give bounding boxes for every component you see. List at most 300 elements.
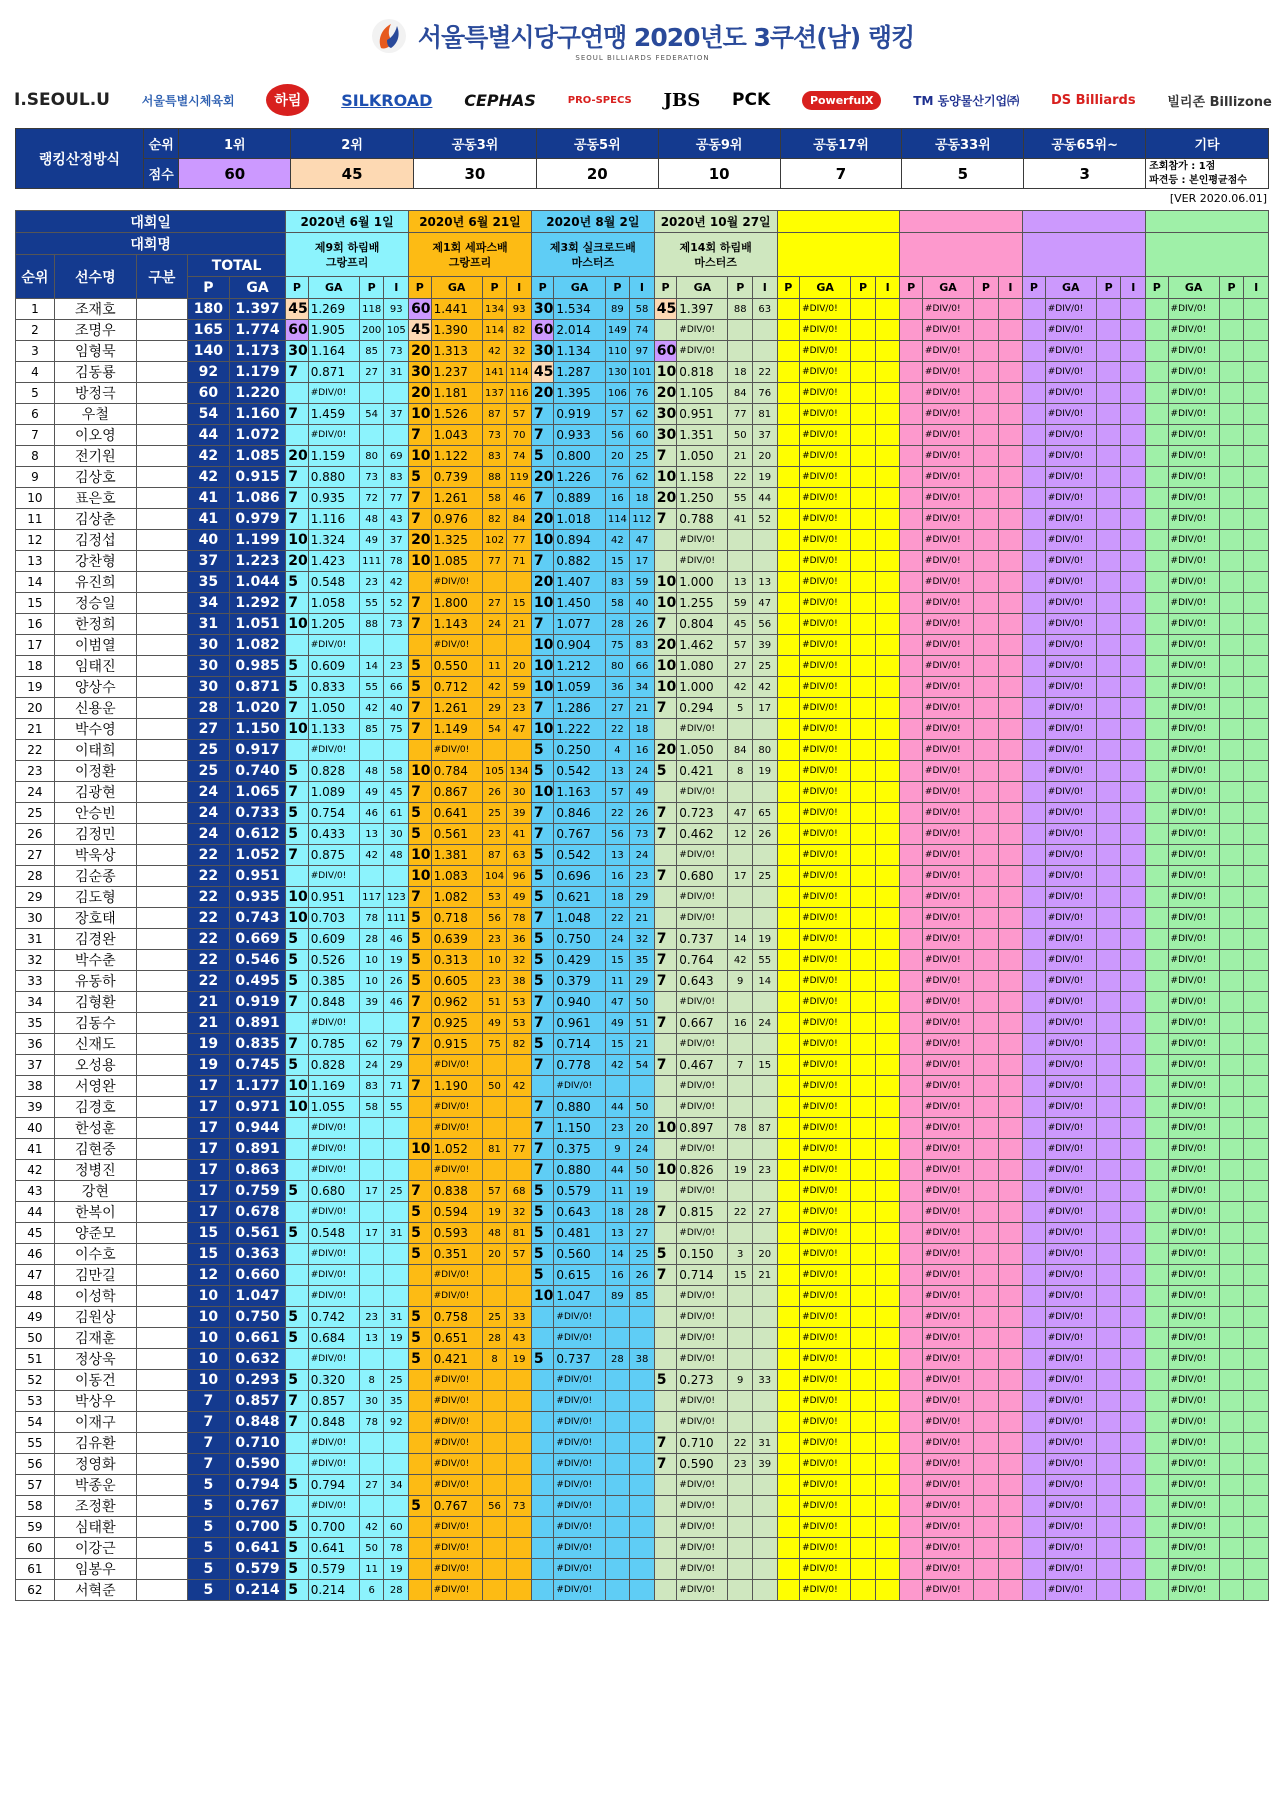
event-inn-cell: [753, 1559, 778, 1580]
event-pts-cell: 23: [482, 971, 507, 992]
event-pts-cell: 105: [482, 761, 507, 782]
event-pts-cell: 28: [605, 614, 630, 635]
division-cell: [136, 866, 187, 887]
event-inn-cell: 39: [507, 803, 532, 824]
event-pts-cell: 49: [359, 782, 384, 803]
event-inn-cell: [998, 1286, 1023, 1307]
event-pts-cell: [851, 1244, 876, 1265]
event-ga-cell: 1.059: [554, 677, 605, 698]
event-inn-cell: [875, 404, 900, 425]
header-i-7: I: [1121, 277, 1146, 299]
event-pts-cell: [728, 992, 753, 1013]
event-p-cell: [1146, 1475, 1169, 1496]
event-inn-cell: [1244, 1454, 1269, 1475]
event-p-cell: [531, 1328, 554, 1349]
event-ga-cell: #DIV/0!: [922, 1055, 973, 1076]
event-ga-cell: #DIV/0!: [554, 1496, 605, 1517]
event-p-cell: [1146, 740, 1169, 761]
event-pts-cell: 73: [359, 467, 384, 488]
ranking-table-header: [16, 211, 1269, 299]
event-inn-cell: [998, 1223, 1023, 1244]
player-name-cell: 이강근: [54, 1538, 136, 1559]
player-name-cell: 박욱상: [54, 845, 136, 866]
event-pts-cell: 8: [482, 1349, 507, 1370]
event-inn-cell: [1244, 1223, 1269, 1244]
event-pts-cell: [1219, 635, 1244, 656]
event-inn-cell: [875, 425, 900, 446]
event-inn-cell: [753, 782, 778, 803]
division-cell: [136, 1328, 187, 1349]
event-ga-cell: #DIV/0!: [922, 425, 973, 446]
event-inn-cell: 15: [507, 593, 532, 614]
division-cell: [136, 1475, 187, 1496]
event-ga-cell: 1.085: [431, 551, 482, 572]
event-p-cell: 20: [654, 740, 677, 761]
event-p-cell: 5: [286, 929, 309, 950]
event-ga-cell: 0.804: [677, 614, 728, 635]
event-pts-cell: 137: [482, 383, 507, 404]
event-pts-cell: [728, 845, 753, 866]
total-p-cell: 41: [187, 488, 229, 509]
table-row: [16, 1181, 1269, 1202]
event-ga-cell: #DIV/0!: [1045, 1286, 1096, 1307]
division-cell: [136, 950, 187, 971]
event-inn-cell: 41: [507, 824, 532, 845]
event-p-cell: 5: [409, 1202, 432, 1223]
event-inn-cell: 54: [630, 1055, 655, 1076]
event-p-cell: 5: [531, 446, 554, 467]
event-pts-cell: 16: [605, 488, 630, 509]
event-inn-cell: [875, 1097, 900, 1118]
event-ga-cell: #DIV/0!: [1168, 1118, 1219, 1139]
event-pts-cell: [1219, 803, 1244, 824]
event-inn-cell: 30: [384, 824, 409, 845]
total-p-cell: 5: [187, 1517, 229, 1538]
event-p-cell: 5: [286, 1559, 309, 1580]
event-ga-cell: 0.481: [554, 1223, 605, 1244]
event-p-cell: 10: [654, 1118, 677, 1139]
event-pts-cell: [851, 1391, 876, 1412]
event-ga-cell: #DIV/0!: [677, 1307, 728, 1328]
event-inn-cell: [753, 845, 778, 866]
event-ga-cell: 1.105: [677, 383, 728, 404]
event-ga-cell: #DIV/0!: [922, 1517, 973, 1538]
total-p-cell: 42: [187, 446, 229, 467]
event-date-1: 2020년 6월 1일: [286, 211, 409, 233]
event-ga-cell: 1.205: [308, 614, 359, 635]
event-inn-cell: 87: [753, 1118, 778, 1139]
player-name-cell: 이정환: [54, 761, 136, 782]
event-p-cell: [777, 572, 800, 593]
event-p-cell: [1023, 1370, 1046, 1391]
event-inn-cell: [1244, 1076, 1269, 1097]
event-inn-cell: 81: [507, 1223, 532, 1244]
event-p-cell: 7: [409, 719, 432, 740]
event-inn-cell: [1121, 1139, 1146, 1160]
event-pts-cell: [1096, 1496, 1121, 1517]
event-ga-cell: #DIV/0!: [922, 1370, 973, 1391]
event-pts-cell: [851, 1517, 876, 1538]
event-ga-cell: 0.815: [677, 1202, 728, 1223]
event-ga-cell: #DIV/0!: [800, 1034, 851, 1055]
division-cell: [136, 698, 187, 719]
event-p-cell: [900, 299, 923, 320]
event-p-cell: [900, 1370, 923, 1391]
event-ga-cell: #DIV/0!: [922, 950, 973, 971]
event-inn-cell: 27: [630, 1223, 655, 1244]
total-p-cell: 22: [187, 845, 229, 866]
event-ga-cell: 0.788: [677, 509, 728, 530]
event-p-cell: [777, 509, 800, 530]
event-ga-cell: 0.828: [308, 761, 359, 782]
header-p2-6: P: [974, 277, 999, 299]
event-pts-cell: [482, 1391, 507, 1412]
event-pts-cell: [974, 761, 999, 782]
event-pts-cell: 11: [482, 656, 507, 677]
total-p-cell: 30: [187, 677, 229, 698]
version-label: [VER 2020.06.01]: [1169, 192, 1267, 205]
event-pts-cell: [1096, 950, 1121, 971]
event-ga-cell: #DIV/0!: [922, 1496, 973, 1517]
event-inn-cell: 19: [753, 467, 778, 488]
event-p-cell: 5: [531, 929, 554, 950]
rank-cell: 38: [16, 1076, 55, 1097]
event-ga-cell: #DIV/0!: [800, 719, 851, 740]
event-pts-cell: [605, 1580, 630, 1601]
event-ga-cell: #DIV/0!: [1168, 1517, 1219, 1538]
division-cell: [136, 1160, 187, 1181]
total-ga-cell: 0.740: [229, 761, 285, 782]
event-ga-cell: #DIV/0!: [677, 719, 728, 740]
event-ga-cell: #DIV/0!: [800, 488, 851, 509]
event-ga-cell: 1.313: [431, 341, 482, 362]
event-pts-cell: 89: [605, 1286, 630, 1307]
total-p-cell: 27: [187, 719, 229, 740]
event-inn-cell: 26: [753, 824, 778, 845]
event-p-cell: 5: [531, 971, 554, 992]
event-inn-cell: 34: [384, 1475, 409, 1496]
event-pts-cell: [482, 740, 507, 761]
event-ga-cell: 0.214: [308, 1580, 359, 1601]
event-pts-cell: 13: [605, 845, 630, 866]
total-ga-cell: 1.179: [229, 362, 285, 383]
event-p-cell: [777, 782, 800, 803]
event-pts-cell: [728, 1412, 753, 1433]
event-p-cell: [1146, 404, 1169, 425]
event-p-cell: [654, 1412, 677, 1433]
event-inn-cell: [875, 1265, 900, 1286]
rank-cell: 44: [16, 1202, 55, 1223]
event-pts-cell: [974, 383, 999, 404]
event-p-cell: [1146, 320, 1169, 341]
event-p-cell: [1023, 1139, 1046, 1160]
event-inn-cell: [875, 950, 900, 971]
event-pts-cell: [482, 1286, 507, 1307]
event-pts-cell: [851, 1559, 876, 1580]
event-ga-cell: 1.150: [554, 1118, 605, 1139]
player-name-cell: 김정섭: [54, 530, 136, 551]
header-ga-4: GA: [677, 277, 728, 299]
event-p-cell: [777, 1496, 800, 1517]
event-inn-cell: 70: [507, 425, 532, 446]
event-p-cell: [531, 1538, 554, 1559]
event-pts-cell: [1096, 572, 1121, 593]
event-inn-cell: [875, 362, 900, 383]
table-row: [16, 404, 1269, 425]
event-pts-cell: 57: [482, 1181, 507, 1202]
event-p-cell: 5: [286, 1223, 309, 1244]
event-inn-cell: [630, 1517, 655, 1538]
event-inn-cell: [998, 1412, 1023, 1433]
division-cell: [136, 908, 187, 929]
event-ga-cell: 0.561: [431, 824, 482, 845]
event-pts-cell: 23: [728, 1454, 753, 1475]
event-ga-cell: #DIV/0!: [1045, 1076, 1096, 1097]
event-ga-cell: #DIV/0!: [1045, 614, 1096, 635]
event-p-cell: [1146, 341, 1169, 362]
event-pts-cell: 5: [728, 698, 753, 719]
event-inn-cell: [875, 488, 900, 509]
event-p-cell: [1146, 467, 1169, 488]
total-ga-cell: 0.915: [229, 467, 285, 488]
event-ga-cell: 1.164: [308, 341, 359, 362]
event-inn-cell: 29: [384, 1055, 409, 1076]
event-pts-cell: 21: [728, 446, 753, 467]
event-inn-cell: [998, 803, 1023, 824]
event-ga-cell: 0.889: [554, 488, 605, 509]
event-p-cell: [654, 1223, 677, 1244]
event-ga-cell: #DIV/0!: [800, 404, 851, 425]
event-pts-cell: 87: [482, 845, 507, 866]
event-p-cell: 20: [531, 383, 554, 404]
event-pts-cell: [482, 1055, 507, 1076]
event-inn-cell: [875, 1160, 900, 1181]
player-name-cell: 장호태: [54, 908, 136, 929]
event-p-cell: [1023, 1097, 1046, 1118]
event-inn-cell: 42: [753, 677, 778, 698]
table-row: [16, 341, 1269, 362]
event-p-cell: 10: [409, 761, 432, 782]
event-pts-cell: [1219, 929, 1244, 950]
event-inn-cell: [507, 1475, 532, 1496]
event-p-cell: [900, 425, 923, 446]
table-row: [16, 383, 1269, 404]
event-p-cell: [1146, 887, 1169, 908]
event-ga-cell: #DIV/0!: [308, 1160, 359, 1181]
event-pts-cell: [605, 1517, 630, 1538]
rank-cell: 26: [16, 824, 55, 845]
event-pts-cell: [974, 299, 999, 320]
total-ga-cell: 0.794: [229, 1475, 285, 1496]
event-pts-cell: [728, 719, 753, 740]
event-pts-cell: 22: [605, 719, 630, 740]
event-pts-cell: [605, 1076, 630, 1097]
event-pts-cell: [974, 614, 999, 635]
player-name-cell: 김원상: [54, 1307, 136, 1328]
event-ga-cell: 0.935: [308, 488, 359, 509]
event-inn-cell: [1244, 1244, 1269, 1265]
event-p-cell: [777, 1370, 800, 1391]
event-ga-cell: #DIV/0!: [677, 1328, 728, 1349]
event-ga-cell: 0.875: [308, 845, 359, 866]
total-p-cell: 10: [187, 1370, 229, 1391]
event-inn-cell: [384, 425, 409, 446]
event-inn-cell: 34: [630, 677, 655, 698]
event-inn-cell: [1244, 1328, 1269, 1349]
event-ga-cell: 0.467: [677, 1055, 728, 1076]
event-pts-cell: [974, 1538, 999, 1559]
event-ga-cell: #DIV/0!: [922, 761, 973, 782]
event-ga-cell: #DIV/0!: [1168, 1328, 1219, 1349]
event-p-cell: 10: [286, 1076, 309, 1097]
event-ga-cell: #DIV/0!: [922, 992, 973, 1013]
event-name-5: [777, 233, 900, 277]
event-ga-cell: #DIV/0!: [800, 971, 851, 992]
rank-cell: 41: [16, 1139, 55, 1160]
event-pts-cell: [1219, 950, 1244, 971]
event-ga-cell: #DIV/0!: [800, 824, 851, 845]
event-p-cell: 5: [286, 1055, 309, 1076]
event-pts-cell: [728, 1496, 753, 1517]
event-pts-cell: [1096, 929, 1121, 950]
header-total: TOTAL: [187, 255, 285, 277]
event-p-cell: 5: [654, 1370, 677, 1391]
event-p-cell: [1146, 1328, 1169, 1349]
event-ga-cell: 1.212: [554, 656, 605, 677]
event-ga-cell: 0.764: [677, 950, 728, 971]
event-inn-cell: 74: [630, 320, 655, 341]
event-ga-cell: #DIV/0!: [1045, 1034, 1096, 1055]
event-ga-cell: #DIV/0!: [922, 887, 973, 908]
event-pts-cell: 22: [728, 467, 753, 488]
event-pts-cell: [974, 635, 999, 656]
event-inn-cell: [507, 1454, 532, 1475]
event-ga-cell: 1.261: [431, 488, 482, 509]
subtitle-text: SEOUL BILLIARDS FEDERATION: [575, 54, 710, 62]
event-p-cell: 10: [409, 845, 432, 866]
event-ga-cell: #DIV/0!: [922, 404, 973, 425]
event-ga-cell: 1.800: [431, 593, 482, 614]
event-p-cell: [1023, 572, 1046, 593]
event-inn-cell: [875, 1034, 900, 1055]
event-p-cell: [1023, 1223, 1046, 1244]
event-p-cell: [900, 383, 923, 404]
event-pts-cell: 13: [605, 761, 630, 782]
event-ga-cell: 0.784: [431, 761, 482, 782]
event-ga-cell: #DIV/0!: [677, 320, 728, 341]
event-pts-cell: [1219, 446, 1244, 467]
event-ga-cell: 0.894: [554, 530, 605, 551]
event-inn-cell: [875, 866, 900, 887]
event-pts-cell: [482, 635, 507, 656]
event-pts-cell: [851, 1580, 876, 1601]
event-inn-cell: [998, 320, 1023, 341]
event-ga-cell: #DIV/0!: [800, 1139, 851, 1160]
event-p-cell: [531, 1475, 554, 1496]
table-row: [16, 1454, 1269, 1475]
event-ga-cell: #DIV/0!: [1045, 1013, 1096, 1034]
event-ga-cell: 0.712: [431, 677, 482, 698]
event-p-cell: 7: [286, 509, 309, 530]
event-inn-cell: [1244, 1202, 1269, 1223]
header-p-1: P: [286, 277, 309, 299]
table-row: [16, 803, 1269, 824]
player-name-cell: 김경완: [54, 929, 136, 950]
event-ga-cell: 1.082: [431, 887, 482, 908]
event-pts-cell: 18: [728, 362, 753, 383]
table-row: [16, 1223, 1269, 1244]
event-ga-cell: #DIV/0!: [431, 1538, 482, 1559]
event-pts-cell: 78: [359, 1412, 384, 1433]
event-ga-cell: #DIV/0!: [677, 1349, 728, 1370]
event-ga-cell: #DIV/0!: [1045, 404, 1096, 425]
event-ga-cell: 0.421: [431, 1349, 482, 1370]
event-inn-cell: [1244, 1391, 1269, 1412]
event-ga-cell: #DIV/0!: [800, 320, 851, 341]
event-inn-cell: [875, 782, 900, 803]
total-ga-cell: 0.971: [229, 1097, 285, 1118]
event-ga-cell: 2.014: [554, 320, 605, 341]
event-p-cell: 5: [409, 908, 432, 929]
event-p-cell: 5: [409, 929, 432, 950]
event-p-cell: 7: [286, 467, 309, 488]
event-inn-cell: [1244, 1559, 1269, 1580]
event-pts-cell: 114: [482, 320, 507, 341]
event-pts-cell: 14: [728, 929, 753, 950]
event-inn-cell: [1121, 614, 1146, 635]
event-inn-cell: [630, 1496, 655, 1517]
event-p-cell: 5: [409, 1349, 432, 1370]
event-pts-cell: [974, 1286, 999, 1307]
total-ga-cell: 1.086: [229, 488, 285, 509]
event-ga-cell: 0.737: [554, 1349, 605, 1370]
event-p-cell: 7: [286, 992, 309, 1013]
event-ga-cell: #DIV/0!: [1045, 1580, 1096, 1601]
event-pts-cell: [851, 803, 876, 824]
event-inn-cell: 23: [630, 866, 655, 887]
event-date-8: [1146, 211, 1269, 233]
table-row: [16, 1412, 1269, 1433]
event-ga-cell: 1.122: [431, 446, 482, 467]
event-pts-cell: [974, 1139, 999, 1160]
event-inn-cell: [1121, 383, 1146, 404]
event-inn-cell: [1121, 299, 1146, 320]
event-p-cell: 5: [531, 1202, 554, 1223]
event-p-cell: 7: [531, 1097, 554, 1118]
event-inn-cell: [1121, 1307, 1146, 1328]
event-p-cell: 5: [409, 467, 432, 488]
event-p-cell: [1146, 1307, 1169, 1328]
event-ga-cell: #DIV/0!: [922, 698, 973, 719]
player-name-cell: 김상호: [54, 467, 136, 488]
table-row: [16, 1538, 1269, 1559]
rank-cell: 53: [16, 1391, 55, 1412]
event-ga-cell: #DIV/0!: [1168, 1223, 1219, 1244]
event-inn-cell: 49: [507, 887, 532, 908]
event-name-line1-2: 제1회 세파스배: [432, 240, 508, 254]
event-pts-cell: [1096, 1118, 1121, 1139]
event-ga-cell: 0.710: [677, 1433, 728, 1454]
total-p-cell: 15: [187, 1223, 229, 1244]
event-inn-cell: 21: [630, 1034, 655, 1055]
event-p-cell: [1146, 1412, 1169, 1433]
event-inn-cell: [875, 383, 900, 404]
event-inn-cell: 53: [507, 1013, 532, 1034]
event-p-cell: [900, 761, 923, 782]
event-p-cell: [777, 425, 800, 446]
event-p-cell: [409, 1475, 432, 1496]
event-ga-cell: #DIV/0!: [1168, 1055, 1219, 1076]
